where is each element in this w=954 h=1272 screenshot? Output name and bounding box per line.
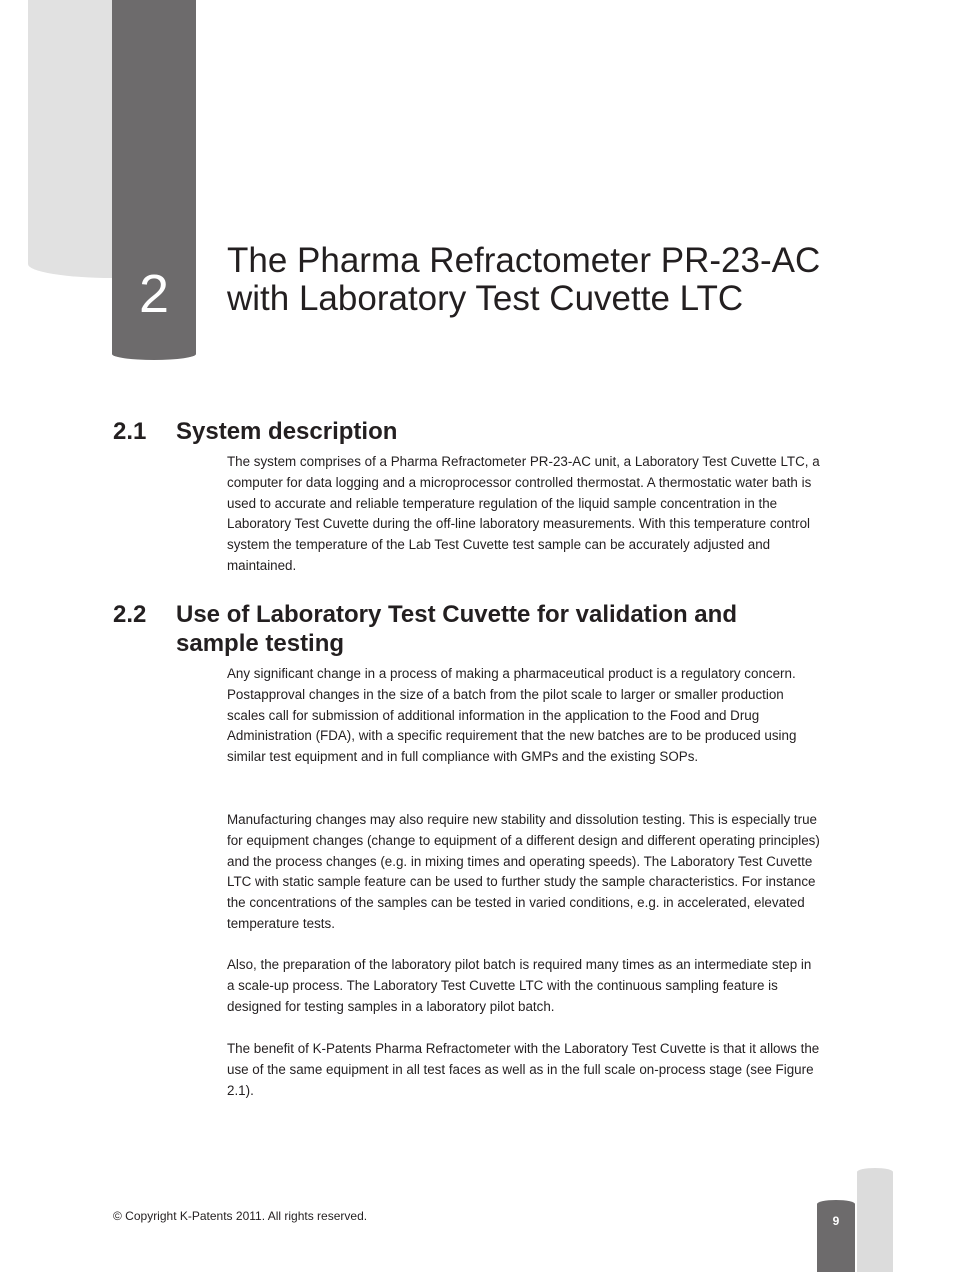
chapter-title: The Pharma Refractometer PR-23-AC with Laboratory Test Cuvette LTC <box>227 241 821 318</box>
paragraph: Also, the preparation of the laboratory pilot batch is required many times as an intermediate step in a scale-up process. The Laboratory Test Cuvette LTC with the continuous sampling feature is designed for testing samples in a laboratory pilot batch. <box>227 957 812 1014</box>
page-number: 9 <box>832 1214 840 1228</box>
section-heading-2-1 <box>113 417 816 446</box>
section-number: 2.2 <box>113 601 147 628</box>
section-title: Use of Laboratory Test Cuvette for validation and sample testing <box>176 601 737 657</box>
decorative-page-tab <box>857 1168 893 1272</box>
paragraph: The benefit of K-Patents Pharma Refractometer with the Laboratory Test Cuvette is that it allows the use of the same equipment in all test faces as well as in the full scale on-process stage (see Figure 2.1). <box>227 1041 820 1098</box>
paragraph: Manufacturing changes may also require new stability and dissolution testing. This is especially true for equipment changes (change to equipment of a different design and different operating principles) and the process changes (e.g. in mixing times and operating speeds). The Laboratory Test Cuvette LTC with static sample feature can be used to further study the sample characteristics. For instance the concentrations of the samples can be tested in varied conditions, e.g. in accelerated, elevated temperature tests. <box>227 812 820 931</box>
decorative-side-bar <box>28 0 112 278</box>
paragraph: The system comprises of a Pharma Refractometer PR-23-AC unit, a Laboratory Test Cuvette LTC, a computer for data logging and a microprocessor controlled thermostat. A thermostatic water bath is used to accurate and reliable temperature regulation of the liquid sample concentration in the Laboratory Test Cuvette during the off-line laboratory measurements. With this temperature control system the temperature of the Lab Test Cuvette test sample can be accurately adjusted and maintained. <box>227 454 820 573</box>
section-title: System description <box>176 418 398 445</box>
paragraph: Any significant change in a process of making a pharmaceutical product is a regulatory concern. Postapproval changes in the size of a batch from the pilot scale to larger or smaller production scales call for submission of additional information in the application to the Food and Drug Administration (FDA), with a specific requirement that the new batches are to be produced using similar test equipment and in full compliance with GMPs and the existing SOPs. <box>227 666 797 765</box>
copyright-footer: © Copyright K-Patents 2011. All rights reserved. <box>113 1209 368 1223</box>
section-heading-2-2 <box>113 600 816 658</box>
page-number-tab <box>817 1200 855 1272</box>
chapter-number: 2 <box>138 264 170 324</box>
section-number: 2.1 <box>113 418 147 445</box>
